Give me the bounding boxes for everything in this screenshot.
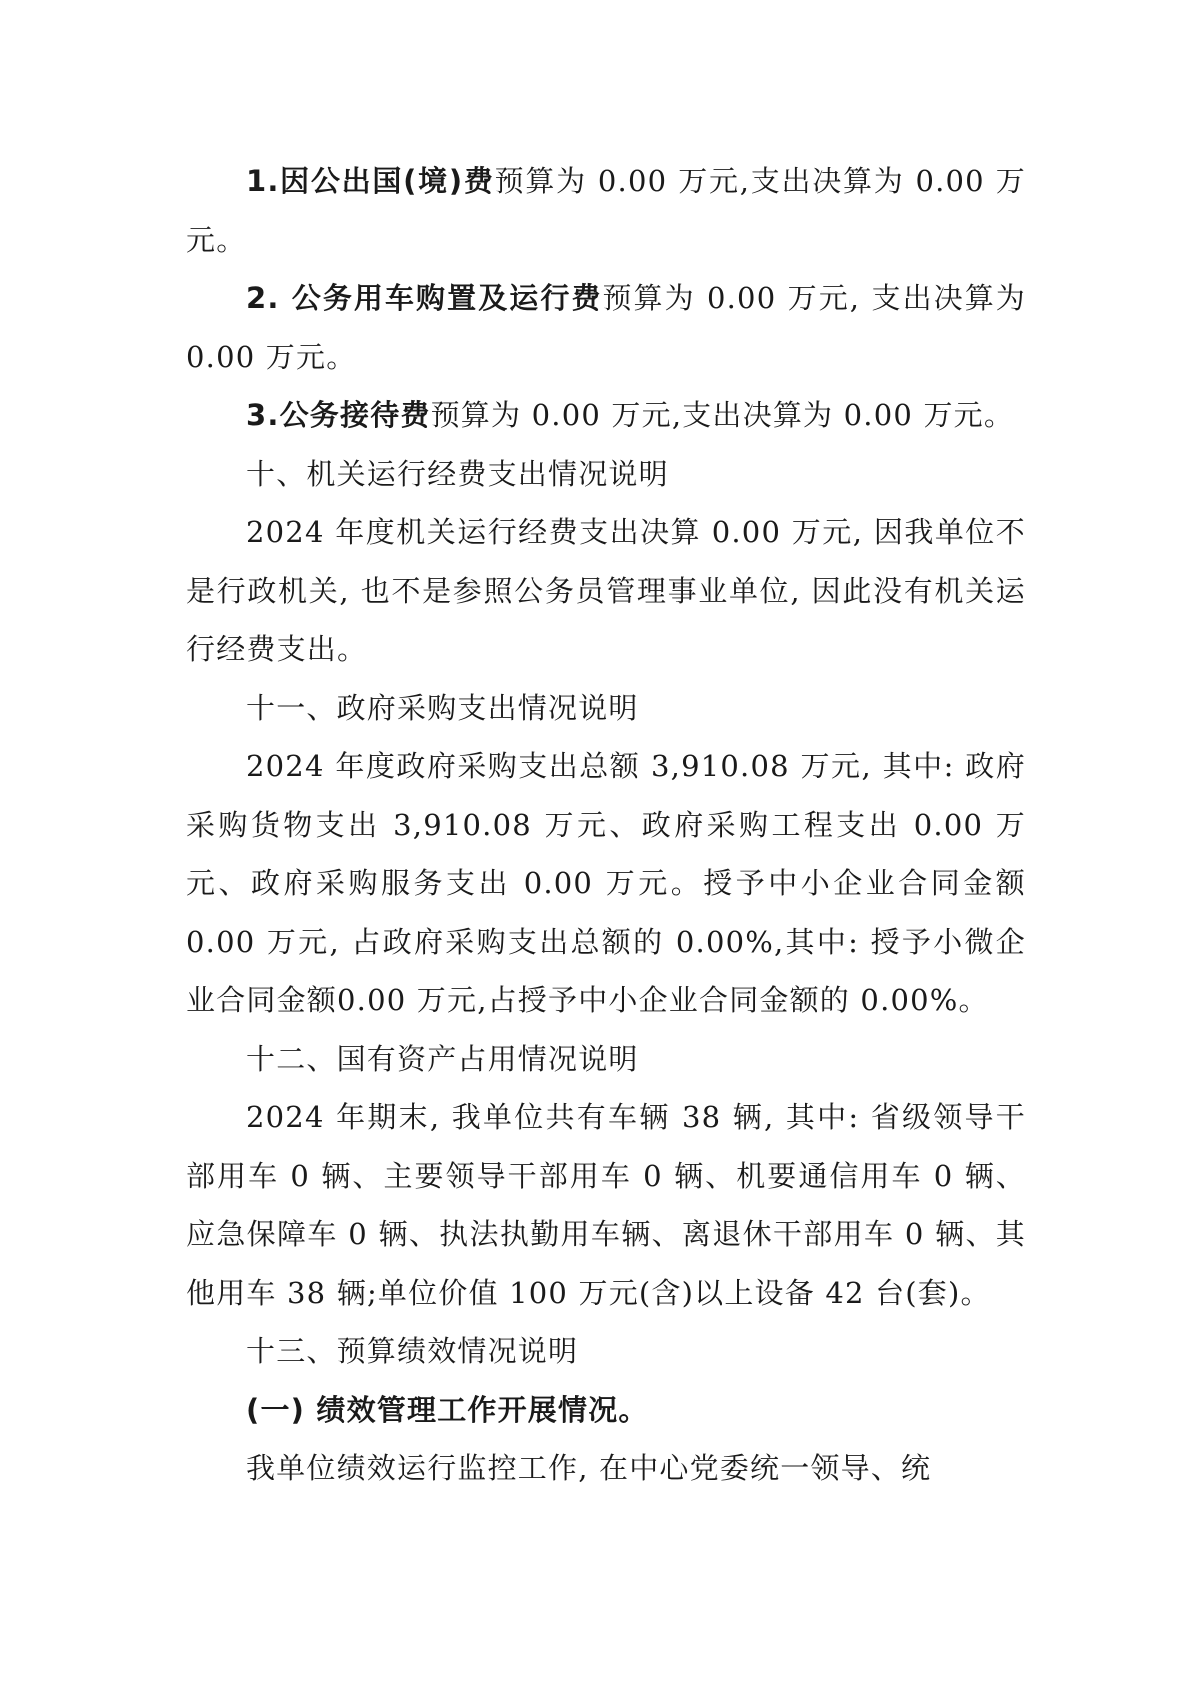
section-heading-12: 十二、国有资产占用情况说明 — [246, 1041, 639, 1076]
paragraph-lead: 1.因公出国(境)费 — [246, 164, 495, 198]
paragraph-official-vehicles — [186, 269, 1026, 386]
paragraph-text: 预算为 0.00 万元,支出决算为 0.00 万元。 — [186, 164, 1026, 257]
paragraph-procurement: 2024 年度政府采购支出总额 3,910.08 万元, 其中: 政府采购货物支出 3,910.08 万元、政府采购工程支出 0.00 万元、政府采购服务支出 0.00 万元。授予中小企业合同金额 0.00 万元, 占政府采购支出总额的 0.00%,其中: 授予小微企业合同金额0.00 万元,占授予中小企业合同金额的 0.00%。 — [186, 749, 1026, 1017]
paragraph-state-assets: 2024 年期末, 我单位共有车辆 38 辆, 其中: 省级领导干部用车 0 辆、主要领导干部用车 0 辆、机要通信用车 0 辆、应急保障车 0 辆、执法执勤用车辆、离退休干部用车 0 辆、其他用车 38 辆;单位价值 100 万元(含)以上设备 42 台(套)。 — [186, 1100, 1026, 1310]
paragraph-official-reception — [186, 386, 1026, 445]
paragraph-text: 预算为 0.00 万元, 支出决算为 0.00 万元。 — [186, 281, 1026, 374]
document-body — [186, 152, 1026, 1498]
subsection-heading-13-1: (一) 绩效管理工作开展情况。 — [246, 1392, 649, 1427]
paragraph-performance: 我单位绩效运行监控工作, 在中心党委统一领导、统 — [246, 1451, 932, 1485]
section-heading-13: 十三、预算绩效情况说明 — [246, 1334, 579, 1368]
paragraph-operating-expenses: 2024 年度机关运行经费支出决算 0.00 万元, 因我单位不是行政机关, 也不是参照公务员管理事业单位, 因此没有机关运行经费支出。 — [186, 515, 1026, 666]
paragraph-lead: 2. 公务用车购置及运行费 — [246, 281, 603, 315]
paragraph-lead: 3.公务接待费 — [246, 398, 431, 432]
paragraph-text: 预算为 0.00 万元,支出决算为 0.00 万元。 — [430, 398, 1015, 432]
paragraph-overseas-travel — [186, 152, 1026, 269]
section-heading-11: 十一、政府采购支出情况说明 — [246, 690, 639, 725]
section-heading-10: 十、机关运行经费支出情况说明 — [246, 456, 669, 491]
